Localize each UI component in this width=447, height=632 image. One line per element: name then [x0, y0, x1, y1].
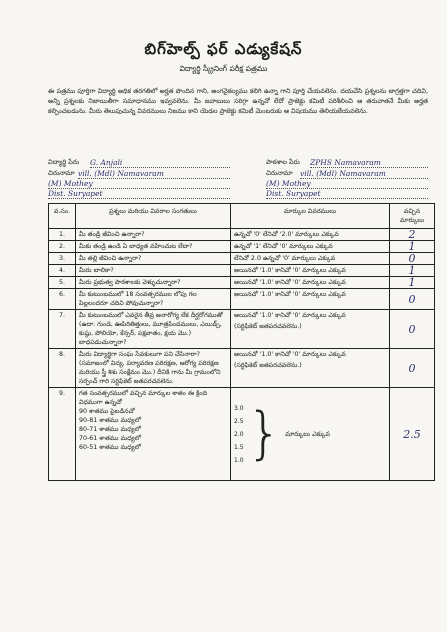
row-number: 2.: [49, 241, 76, 253]
row-number: 7.: [49, 310, 76, 349]
row-question: మీ తండ్రి జీవించి ఉన్నారా?: [76, 229, 231, 241]
row-number: 9.: [49, 388, 76, 481]
address2-label: చిరునామా: [266, 169, 293, 177]
row-score[interactable]: 0: [390, 253, 435, 265]
row-marks-rule: లేనిచో 2.0 ఉన్నచో '0' మార్కులు ఎక్కువ: [231, 253, 390, 265]
row-number: 4.: [49, 265, 76, 277]
marks-scale-values: [234, 402, 244, 467]
table-row: [49, 229, 435, 241]
row-score[interactable]: 1: [390, 265, 435, 277]
mandal-value: (M) Mothey: [48, 179, 230, 189]
percent-band: 60-51 శాతము మధ్యలో: [79, 444, 142, 451]
percent-band: 70-61 శాతము మధ్యలో: [79, 435, 142, 442]
table-header-row: [49, 204, 435, 229]
table-row: [49, 265, 435, 277]
table-row: [49, 349, 435, 388]
row-number: 5.: [49, 277, 76, 289]
table-row: [49, 388, 435, 481]
district-value: Dist. Suryapet: [48, 189, 230, 199]
row-marks-rule: [231, 388, 390, 481]
row-question: మీరు విద్యార్థిగా సంఘ సేవకులుగా పని చేసినారా? (సమాజంలో విద్య, పర్యావరణ పరిరక్షణ, ఆరోగ్య పరిరక్షణ మరియు స్త్రీ శిశు సంక్షేమం మొ.) దీనికి గాను మీ గ్రామంలోని సర్పంచ్ గారి సర్టిఫికెట్ జతపరచవలెను.: [76, 349, 231, 388]
row-score[interactable]: 2.5: [390, 388, 435, 481]
row-score[interactable]: 1: [390, 241, 435, 253]
row-score[interactable]: 2: [390, 229, 435, 241]
row-marks-rule-text: అయినచో '1.0' కానిచో '0' మార్కులు ఎక్కువ: [234, 351, 346, 358]
row-marks-rule: అయినచో '1.0' కానిచో '0' మార్కులు ఎక్కువ: [231, 289, 390, 310]
row-marks-note: (సర్టిఫికెట్ జతపరచవలెను.): [234, 362, 302, 369]
page-title: బిగ్‌హెల్ప్ ఫర్ ఎడ్యుకేషన్: [144, 40, 303, 58]
row-marks-rule: [231, 310, 390, 349]
address2-value: vill. (Mdl) Namavaram: [300, 169, 428, 179]
scale-value: 2.5: [234, 417, 244, 425]
row-question: మీ తల్లి జీవించి ఉన్నారా?: [76, 253, 231, 265]
address-value: vill. (Mdl) Namavaram: [78, 169, 230, 179]
table-row: [49, 289, 435, 310]
scale-value: 1.5: [234, 443, 244, 451]
scale-value: 3.0: [234, 404, 244, 412]
row-marks-rule: అయినచో '1.0' కానిచో '0' మార్కులు ఎక్కువ: [231, 277, 390, 289]
row-marks-rule-text: మార్కులు ఎక్కువ: [285, 429, 331, 438]
row-question: మీకు తండ్రి ఉండి ఏ బాధ్యత వహించుట లేదా?: [76, 241, 231, 253]
row-score[interactable]: 0: [390, 310, 435, 349]
col-header-marks-detail: మార్కుల వివరములు: [231, 204, 390, 229]
row-marks-rule: ఉన్నచో '1' లేనిచో '0' మార్కులు ఎక్కువ: [231, 241, 390, 253]
marks-scale: [234, 389, 386, 479]
row-marks-rule: [231, 349, 390, 388]
row-number: 8.: [49, 349, 76, 388]
scale-value: 2.0: [234, 430, 244, 438]
row-number: 6.: [49, 289, 76, 310]
table-row: [49, 277, 435, 289]
row-score[interactable]: 1: [390, 277, 435, 289]
student-name-value: G. Anjali: [90, 158, 230, 168]
row-score[interactable]: 0: [390, 289, 435, 310]
row-question: మీరు బాలికా?: [76, 265, 231, 277]
percent-band: 90-81 శాతము మధ్యలో: [79, 417, 142, 424]
row-marks-rule: అయినచో '1.0' కానిచో '0' మార్కులు ఎక్కువ: [231, 265, 390, 277]
row-number: 3.: [49, 253, 76, 265]
scale-value: 1.0: [234, 456, 244, 464]
col-header-marks-scored: వచ్చిన మార్కులు: [390, 204, 435, 229]
col-header-serial: వ.సం.: [49, 204, 76, 229]
school-name-label: పాఠశాల పేరు: [266, 158, 300, 166]
row-question: మీ కుటుంబములో ఎవరైన తీవ్ర అనారోగ్య లేక దీర్ఘరోగముతో (ఉదా: గుండె, ఊపిరితిత్తులు, మూత్రపిండములు, ఎయిడ్స్, కుష్ఠు, పోలియో, కేన్సర్, పక్షవాతం, క్షయ మొ.) బాధపడుచున్నారా?: [76, 310, 231, 349]
row-marks-note: (సర్టిఫికెట్ జతపరచవలెను.): [234, 323, 302, 330]
col-header-question: ప్రశ్నలు మరియు వివరాల సంగతులు: [76, 204, 231, 229]
page-subtitle: విద్యార్థి స్క్రీనింగ్ పరీక్ష పత్రము: [179, 64, 268, 73]
percent-band: 80-71 శాతము మధ్యలో: [79, 426, 142, 433]
student-info: [48, 158, 428, 200]
school-name-value: ZPHS Namavaram: [310, 158, 428, 168]
address-label: చిరునామా: [48, 169, 75, 177]
row-score[interactable]: 0: [390, 349, 435, 388]
row-question-text: గత సంవత్సరములో వచ్చిన మార్కుల శాతం ఈ క్రింది విధముగా ఉన్నచో: [79, 390, 208, 406]
mandal2-value: (M) Mothey: [266, 179, 428, 189]
district2-value: Dist. Suryapet: [266, 189, 428, 199]
row-number: 1.: [49, 229, 76, 241]
row-question: [76, 388, 231, 481]
row-question: మీరు ప్రభుత్వ పాఠశాలకు వెళ్ళుచున్నారా?: [76, 277, 231, 289]
intro-paragraph: ఈ పత్రము పూర్తిగా విద్యార్థి అధిక తరగతిలో అర్హత పొందిన గాని, అంగవైకల్యము కలిగి ఉన్నా గాని పూర్తి చేయవలెను. దయచేసి ప్రశ్నలను జాగ్రత్తగా చదివి, అన్ని ప్రశ్నలకు నిజాయితీగా సమాధానము ఇవ్వవలెను. మీ జవాబులు సరిగ్గా ఉన్నవో లేదో ప్రాజెక్టు కమిటీ పరిశీలించి ఆ తరువాతనే మీకు అర్హత కల్పించబడును. మీరు తెలుపుచున్న వివరములు నిజము కాని యెడల ప్రాజెక్టు కమిటీ మెంబరుకు ఆ విషయము తెలియజేయవలెను.: [48, 87, 428, 115]
row-marks-rule: ఉన్నచో '0' లేనిచో '2.0' మార్కులు ఎక్కువ: [231, 229, 390, 241]
screening-table: [48, 203, 435, 481]
row-marks-rule-text: అయినచో '1.0' కానిచో '0' మార్కులు ఎక్కువ: [234, 312, 346, 319]
student-name-label: విద్యార్థి పేరు: [48, 158, 80, 166]
curly-brace-icon: }: [246, 401, 283, 466]
percent-band: 90 శాతము పైబడినచో: [79, 408, 135, 415]
table-row: [49, 310, 435, 349]
table-row: [49, 241, 435, 253]
table-row: [49, 253, 435, 265]
row-question: మీ కుటుంబములో 18 సంవత్సరముల లోపు గల పిల్లలందరూ చదివి పోవుచున్నారా?: [76, 289, 231, 310]
